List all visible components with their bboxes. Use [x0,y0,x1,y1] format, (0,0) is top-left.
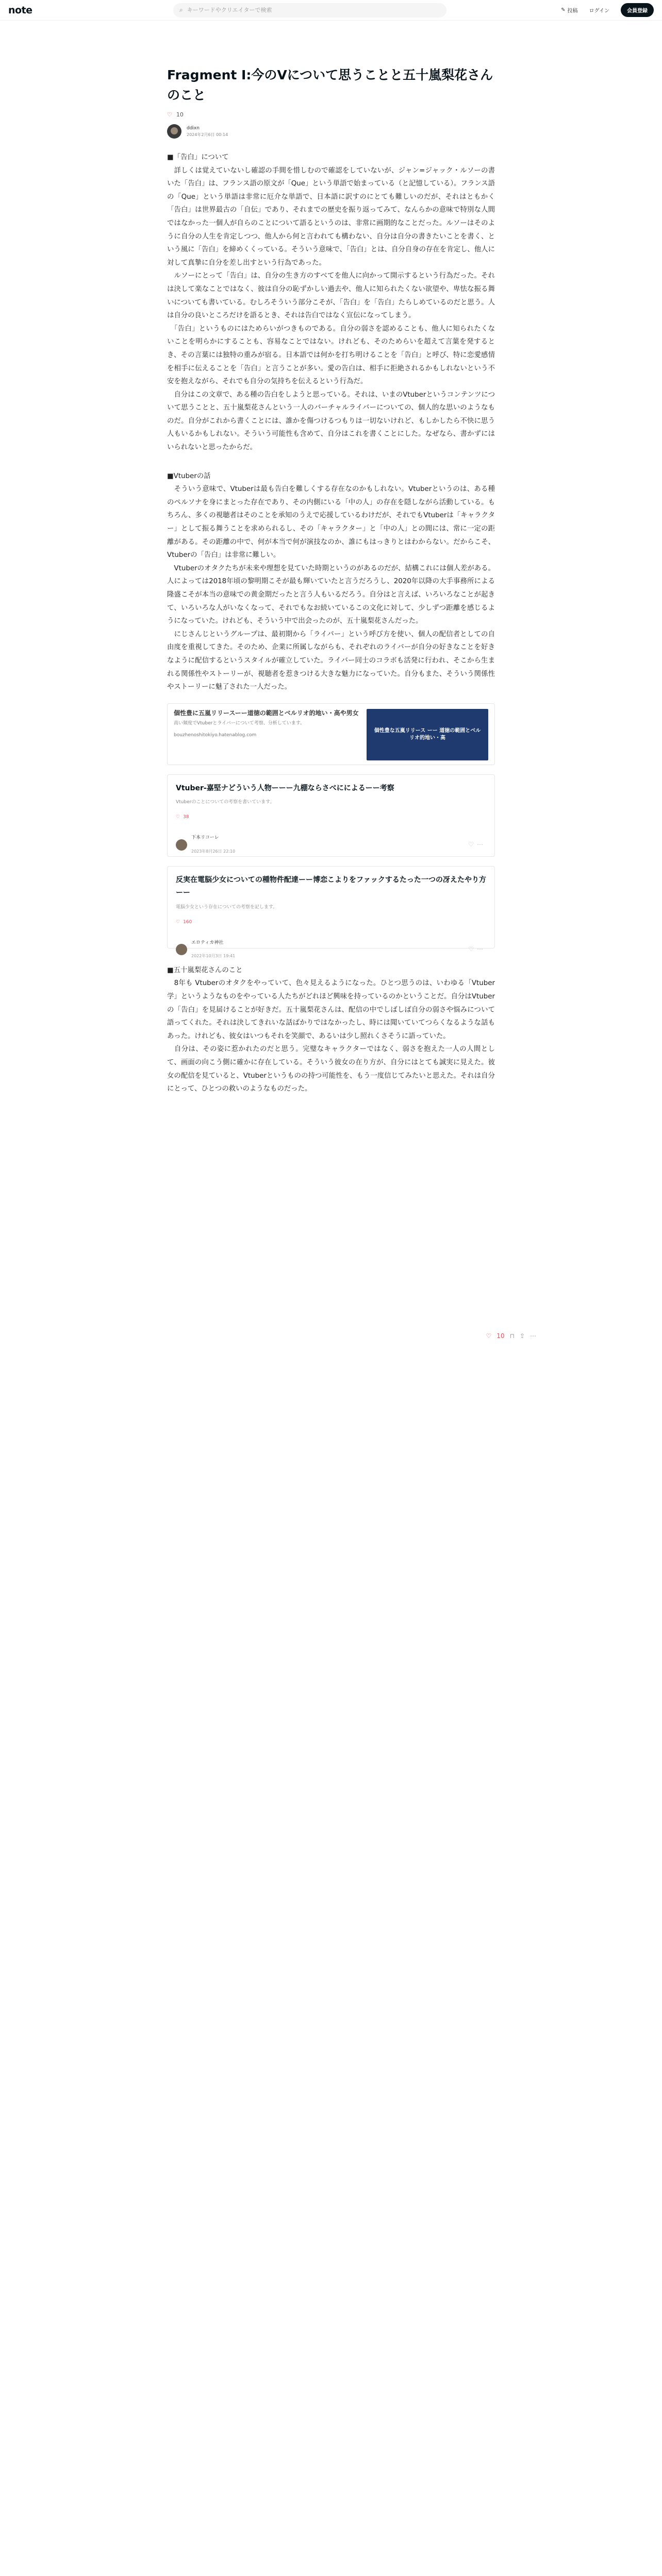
avatar[interactable] [167,124,181,139]
article-body [167,151,495,1096]
search-icon: ⌕ [179,6,183,13]
side-like-count: 10 [496,1332,505,1340]
embed-title: Vtuber-嘉堅ナどういう人物ーーー九棚ならさべにによるーー考察 [176,784,394,792]
paragraph: 「告白」というものにはためらいがつきものである。自分の弱さを認めることも、他人に知られたくないことを明らかにすることも、容易なことではない。けれども、そのためらいを超えて言葉を発するとき、その言葉には独特の重みが宿る。日本語では何かを打ち明けることを「告白」と呼び、特に恋愛感情を相手に伝えることを「告白」と言うことが多い。愛の告白は、相手に拒絶されるかもしれないという不安を抱えながら、それでも自分の気持ちを伝えるという行為だ。 [167,325,495,386]
section-heading: ■Vtuberの話 [167,472,211,480]
paragraph: ルソーにとって「告白」は、自分の生き方のすべてを他人に向かって開示するという行為だった。それは決して楽なことではなく、彼は自分の恥ずかしい過去や、他人に知られたくない欲望や、卑怯な振る舞いについても書いている。むしろそういう部分こそが、「告白」を「告白」たらしめているのだと思う。人は自分の良いところだけを語るとき、それは告白ではなく宣伝になってしまう。 [167,272,495,320]
embed-url: bouzhenoshitokiyo.hatenablog.com [174,732,257,738]
note-logo[interactable]: note [8,4,32,16]
top-header [0,0,662,21]
heart-icon: ♡ [176,919,180,925]
paragraph: 自分は、その姿に惹かれたのだと思う。完璧なキャラクターではなく、弱さを抱えた一人の人間として、画面の向こう側に確かに存在している。そういう彼女の在り方が、自分にはとても誠実に見えた。彼女の配信を見ていると、Vtuberというものの持つ可能性を、もう一度信じてみたいと思えた。それは自分にとって、ひとつの救いのようなものだった。 [167,1045,495,1093]
share-icon[interactable]: ⇪ [519,1332,525,1340]
login-button[interactable]: ログイン [589,8,609,14]
section-heading: ■五十嵐梨花さんのこと [167,966,243,974]
embed-likes [176,811,486,824]
paragraph: 8年も Vtuberのオタクをやっていて、色々見えるようになった。ひとつ思うのは、いわゆる「Vtuber学」というようなものをやっている人たちがどれほど興味を持っているのかということだ。自分はVtuberの「告白」を見届けることが好きだ。五十嵐梨花さんは、配信の中でしばしば自分の弱さや悩みについて語ってくれた。それは決してきれいな話ばかりではなかったし、時には聞いていてつらくなるような話もあった。けれども、彼女はいつもそれを笑顔で、あるいは少し照れくさそうに語っていた。 [167,979,495,1040]
article-title: Fragment I:今のVについて思うことと五十嵐梨花さんのこと [167,67,493,103]
section-igarashi [167,964,495,1096]
article-container [167,65,536,1340]
embed-card-note[interactable] [167,866,495,959]
author-name[interactable]: ddixn [187,125,200,131]
embed-desc: 高い頻度でVtuberとライバーについて考察、分析しています。 [174,720,305,726]
more-icon[interactable]: ⋯ [477,945,486,953]
heart-icon[interactable]: ♡ [468,840,477,848]
search-bar[interactable] [173,3,446,18]
post-button[interactable] [561,6,577,14]
side-actions [486,1332,536,1340]
more-icon[interactable]: ⋯ [530,1332,536,1340]
header-actions [561,3,654,17]
heart-icon[interactable]: ♡ [468,945,477,953]
paragraph: にじさんじというグループは、最初期から「ライバー」という呼び方を使い、個人の配信者としての自由度を重視してきた。そのため、企業に所属しながらも、それぞれのライバーが自分の好きなことを好きなように配信するというスタイルが確立していた。ライバー同士のコラボも活発に行われ、そこから生まれる関係性やストーリーが、視聴者を惹きつける大きな魅力になっていた。自分もまた、そういう関係性やストーリーに魅了された一人だった。 [167,630,495,691]
embed-author-name: 下本リコーレ [191,835,219,840]
embed-card-blog[interactable] [167,703,495,765]
embed-author [176,937,486,963]
embed-date: 2023年8月26日 22:10 [191,849,236,854]
heart-icon: ♡ [176,815,180,820]
embed-thumbnail: 個性豊な五嵐リリース ーー 道徳の範囲とベルリオ的地い・高 [367,709,488,760]
like-row [167,111,495,118]
embed-desc: Vtuberのことについての考察を書いています。 [176,800,275,805]
post-label: 投稿 [567,8,578,14]
card-actions [468,838,486,852]
paragraph: Vtuberのオタクたちが未来や理想を見ていた時期というのがあるのだが、結構これには個人差がある。人によっては2018年頃の黎明期こそが最も輝いていたと言うだろうし、2020年以降の大手事務所による隆盛こそが本当の意味での黄金期だったと言う人もいるだろう。自分はと言えば、いろいろなことが起きて、いろいろな人がいなくなって、それでもなお続いているこの文化に対して、少しずつ距離を感じるようになっていた。けれども、そういう中で出会ったのが、五十嵐梨花さんだった。 [167,564,495,625]
heart-icon[interactable]: ♡ [486,1332,492,1340]
embed-author [176,832,486,858]
more-icon[interactable]: ⋯ [477,840,486,848]
paragraph: 詳しくは覚えていないし確認の手間を惜しむので確認をしていないが、ジャン=ジャック・ルソーの書いた「告白」は、フランス語の原文が「Que」という単語で始まっている（と記憶している）。フランス語の「Que」という単語は非常に厄介な単語で、日本語に訳すのにとても難しいのだが、それはともかく「告白」は世界最古の「自伝」であり、それまでの歴史を振り返ってみて、なんらかの意味で特別な人間ではなかった一個人が自らのことについて語るというのは、非常に画期的なことだった。ルソーはそのように自分の人生を肯定しつつ、他人から何と言われても構わない、自分は自分の書きたいことを書く、という風に「告白」を締めくくっている。そういう意味で、「告白」とは、自分自身の存在を肯定し、他人に対して真摯に自分を差し出すという行為であった。 [167,166,495,267]
embed-author-name: エロティカ神社 [191,940,224,945]
embed-title: 個性豊に五嵐リリースーー道徳の範囲とベルリオ的地い・高や男女 [174,709,359,717]
embed-likes [176,916,486,929]
embed-desc: 電脳少女という存在についての考察を記します。 [176,904,278,910]
embed-date: 2022年10月3日 19:41 [191,954,236,959]
section-heading: ■「告白」について [167,154,229,161]
embed-text [174,709,360,759]
avatar[interactable] [176,839,187,851]
author-info [167,124,495,139]
paragraph: 自分はこの文章で、ある種の告白をしようと思っている。それは、いまのVtuberというコンテンツについて思うことと、五十嵐梨花さんという一人のバーチャルライバーについての、個人的な思いのようなものだ。自分がこれから書くことには、誰かを傷つけるつもりは一切ないけれど、もしかしたら不快に思う人もいるかもしれない。そういう可能性も含めて、自分はこれを書くことにした。なぜなら、書かずにはいられないと思ったからだ。 [167,391,495,452]
paragraph: そういう意味で、Vtuberは最も告白を難しくする存在なのかもしれない。Vtuberというのは、ある種のペルソナを身にまとった存在であり、その内側にいる「中の人」の存在を隠しながら活動している。もちろん、多くの視聴者はそのことを承知のうえで応援しているわけだが、それでもVtuberは「キャラクター」として振る舞うことを求められるし、その「キャラクター」と「中の人」との間には、常に一定の距離がある。その距離の中で、何が本当で何が演技なのか、誰にもはっきりとはわからない。だからこそ、Vtuberの「告白」は非常に難しい。 [167,485,495,560]
section-vtuber [167,470,495,694]
heart-icon[interactable]: ♡ [167,111,172,118]
like-count: 10 [176,111,184,118]
embed-cards [167,703,495,959]
embed-like-count: 160 [183,919,192,925]
signup-button[interactable]: 会員登録 [621,3,654,17]
bookmark-icon[interactable]: ⊓ [509,1332,515,1340]
embed-card-note[interactable] [167,774,495,857]
embed-like-count: 38 [183,815,189,820]
search-input[interactable] [187,7,440,13]
publish-date: 2024年2月6日 00:14 [187,132,228,137]
embed-title: 反実在電脳少女についての種物件配達ーー博恋こよりをファックするたった一つの冴えたやり方ーー [176,875,486,897]
card-actions [468,943,486,956]
pen-icon: ✎ [561,7,566,13]
avatar[interactable] [176,944,187,955]
